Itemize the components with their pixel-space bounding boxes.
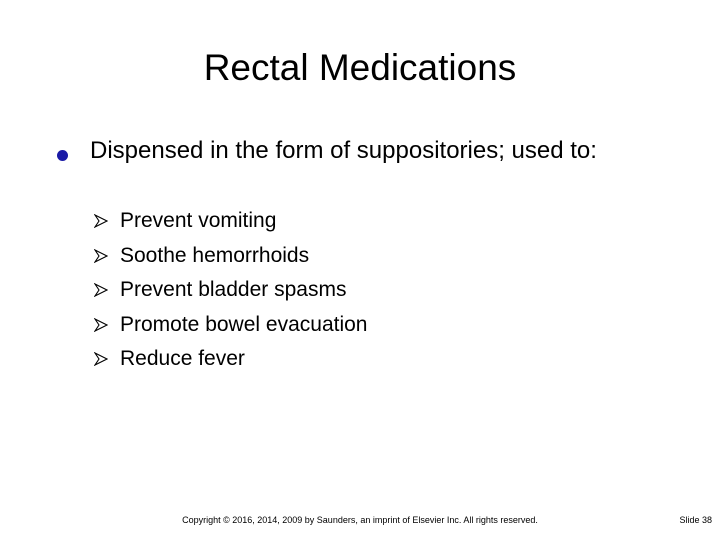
sub-bullet-text: Prevent vomiting — [120, 209, 277, 232]
footer-copyright: Copyright © 2016, 2014, 2009 by Saunders, an imprint of Elsevier Inc. All rights reserved. — [182, 515, 538, 525]
slide-title: Rectal Medications — [203, 47, 517, 88]
sub-bullet-text: Prevent bladder spasms — [120, 278, 347, 301]
arrowhead-bullet-icon — [94, 352, 108, 366]
arrowhead-bullet-icon — [94, 214, 108, 228]
arrowhead-bullet-icon — [94, 283, 108, 297]
sub-bullet-text: Promote bowel evacuation — [120, 312, 368, 336]
sub-bullet-text: Soothe hemorrhoids — [120, 243, 310, 267]
slide-number: Slide 38 — [679, 515, 712, 525]
arrowhead-bullet-icon — [94, 318, 108, 332]
round-bullet-icon — [57, 150, 68, 161]
sub-bullet-text: Reduce fever — [120, 347, 245, 370]
main-bullet-text: Dispensed in the form of suppositories; used to: — [90, 137, 597, 164]
arrowhead-bullet-icon — [94, 249, 108, 263]
